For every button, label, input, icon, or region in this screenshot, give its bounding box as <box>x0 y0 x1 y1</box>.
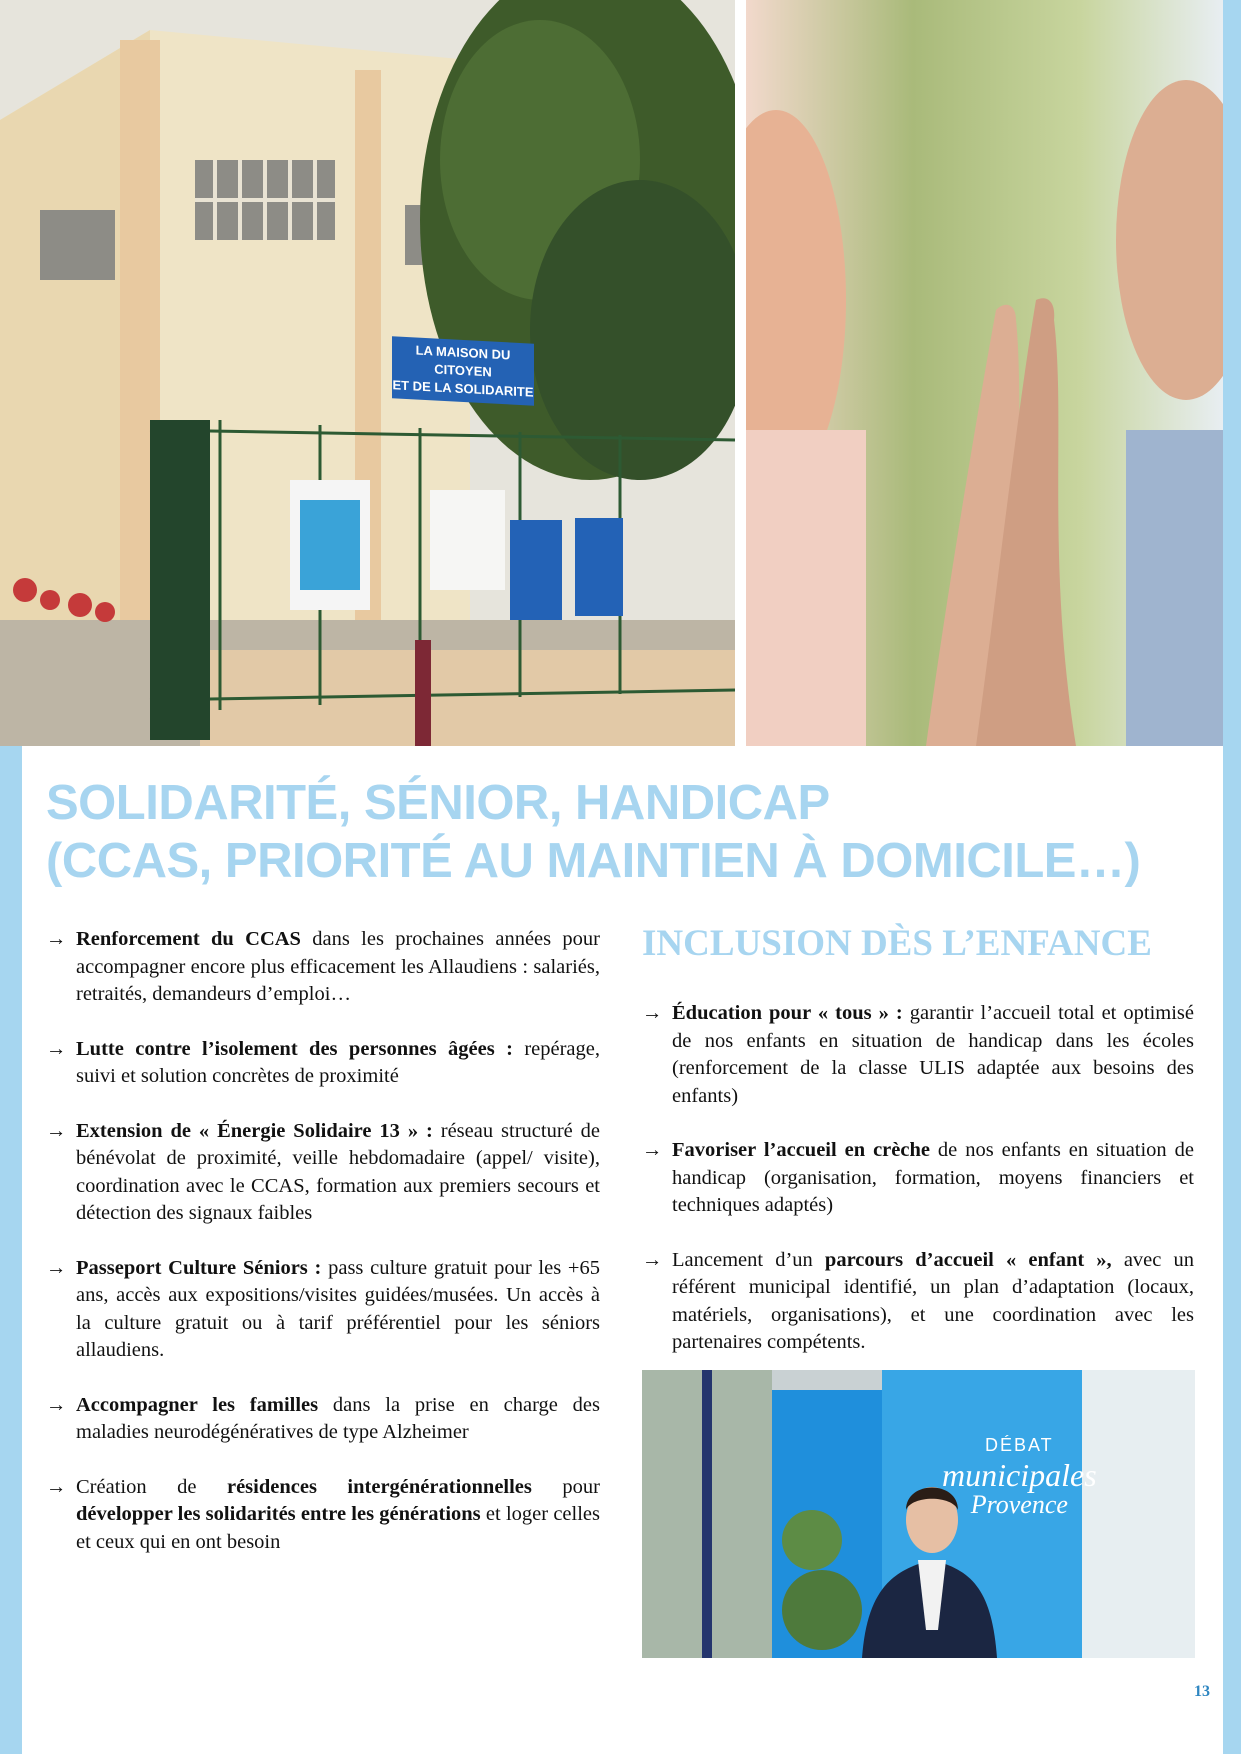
arrow-icon: → <box>642 1002 663 1024</box>
building-photo <box>0 0 735 746</box>
left-column <box>46 926 600 1583</box>
subsection-title: INCLUSION DÈS L’ENFANCE <box>642 923 1152 964</box>
list-item <box>46 1255 600 1365</box>
item-highlight: résidences intergénérationnelles <box>226 1475 532 1498</box>
hands-illustration <box>746 0 1223 746</box>
item-highlight: Passeport Culture Séniors : <box>76 1256 322 1279</box>
item-text: Lancement d’un <box>672 1248 825 1271</box>
item-text: pour <box>531 1475 600 1498</box>
building-sign <box>392 336 534 405</box>
arrow-icon: → <box>642 1139 663 1161</box>
list-item <box>46 1036 600 1091</box>
section-title-line-2: (CCAS, PRIORITÉ AU MAINTIEN À DOMICILE…) <box>46 834 1141 888</box>
building-sign-line-2: ET DE LA SOLIDARITE <box>392 377 534 400</box>
list-item <box>46 1118 600 1228</box>
section-title-line-1: SOLIDARITÉ, SÉNIOR, HANDICAP <box>46 776 830 830</box>
item-highlight: développer les solidarités entre les générations <box>76 1503 481 1525</box>
debate-banner-text <box>942 1430 1097 1520</box>
item-text: et loger celles et ceux qui en ont besoin <box>76 1503 600 1553</box>
item-text: repérage, suivi et solution concrètes de proximité <box>76 1037 600 1087</box>
candidate-photo <box>642 1370 1195 1658</box>
building-illustration <box>0 0 735 746</box>
item-text: dans les prochaines années pour accompagner encore plus efficacement les Allaudiens : salariés, retraités, demandeurs d’emploi… <box>76 928 601 1005</box>
seniors-hands-photo <box>746 0 1223 746</box>
arrow-icon: → <box>46 1256 67 1279</box>
banner-line-3: Provence <box>970 1490 1068 1519</box>
item-highlight: Renforcement du CCAS <box>76 928 301 950</box>
list-item <box>46 926 600 1009</box>
item-highlight: Extension de « Énergie Solidaire 13 » : <box>76 1119 433 1142</box>
right-column <box>642 922 1194 1384</box>
item-highlight: Éducation pour « tous » : <box>672 1002 903 1024</box>
item-text: avec un référent municipal identifié, un plan d’adaptation (locaux, matériels, organisations), et une coordination avec les partenaires compétents. <box>672 1248 1195 1353</box>
item-text: pass culture gratuit pour les +65 ans, accès aux expositions/visites guidées/musées. Un accès à la culture gratuit ou à tarif préférentiel pour les séniors allaudiens. <box>76 1256 600 1361</box>
left-accent-bar <box>0 746 22 1754</box>
arrow-icon: → <box>46 1393 67 1416</box>
candidate-illustration <box>642 1370 1195 1658</box>
item-text: de nos enfants en situation de handicap (organisation, formation, moyens financiers et techniques adaptés) <box>672 1139 1194 1216</box>
banner-line-1: DÉBAT <box>984 1435 1054 1455</box>
list-item <box>46 1392 600 1447</box>
item-text: garantir l’accueil total et optimisé de nos enfants en situation de handicap dans les écoles (renforcement de la classe ULIS adaptée aux besoins des enfants) <box>672 1002 1195 1107</box>
item-highlight: parcours d’accueil « enfant », <box>824 1248 1112 1271</box>
arrow-icon: → <box>46 928 67 950</box>
right-accent-bar <box>1223 0 1241 1754</box>
page-number: 13 <box>1194 1683 1210 1700</box>
list-item <box>642 1247 1194 1357</box>
item-text: réseau structuré de bénévolat de proximité, veille hebdomadaire (appel/ visite), coordination avec le CCAS, formation aux premiers secours et détection des signaux faibles <box>76 1119 601 1224</box>
building-sign-line-1: LA MAISON DU CITOYEN <box>415 342 511 380</box>
item-highlight: Accompagner les familles <box>76 1393 319 1416</box>
list-item <box>46 1474 600 1557</box>
item-text: Création de <box>76 1475 227 1498</box>
item-highlight: Lutte contre l’isolement des personnes âgées : <box>76 1037 513 1060</box>
banner-line-2: municipales <box>942 1457 1097 1493</box>
section-title <box>46 774 1216 890</box>
item-text: dans la prise en charge des maladies neurodégénératives de type Alzheimer <box>76 1393 600 1443</box>
list-item <box>642 1000 1194 1110</box>
arrow-icon: → <box>642 1248 663 1271</box>
list-item <box>642 1137 1194 1220</box>
arrow-icon: → <box>46 1119 67 1142</box>
arrow-icon: → <box>46 1475 67 1498</box>
arrow-icon: → <box>46 1037 67 1060</box>
item-highlight: Favoriser l’accueil en crèche <box>672 1139 930 1161</box>
